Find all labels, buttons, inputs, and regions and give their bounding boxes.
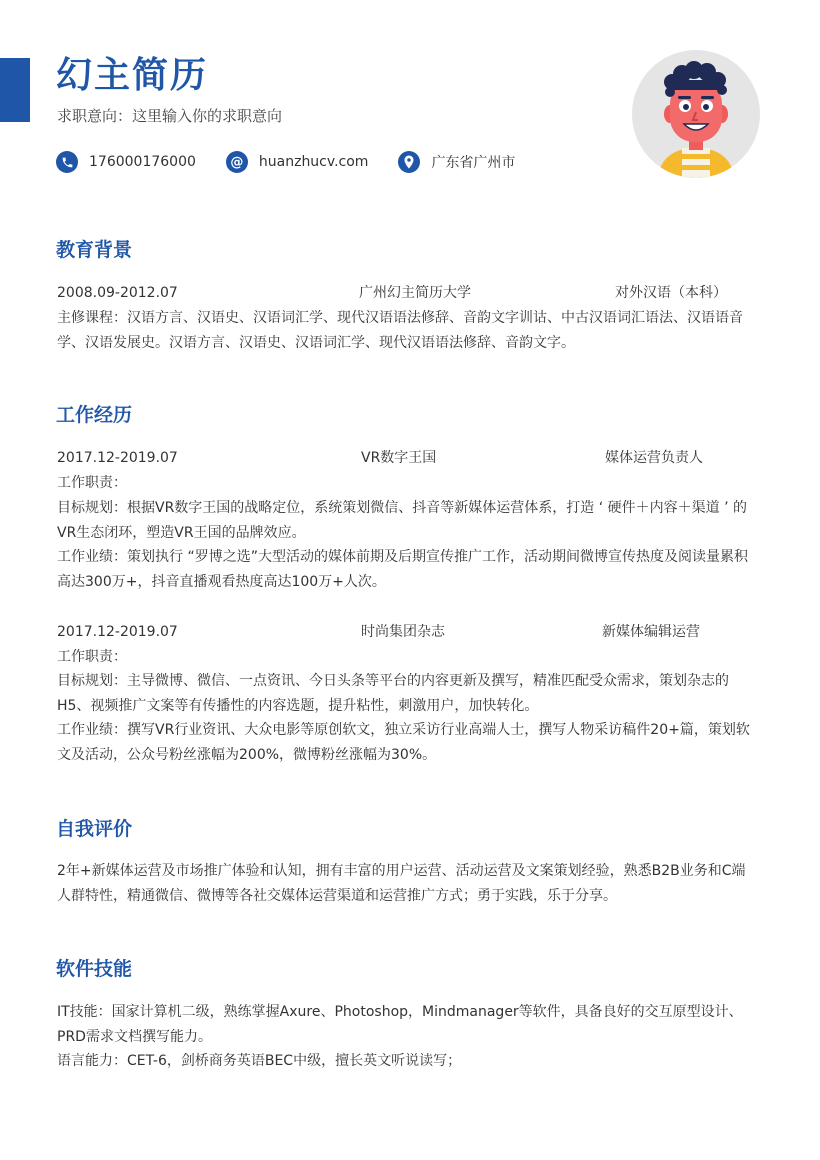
avatar (632, 50, 760, 178)
skills-language: 语言能力：CET-6，剑桥商务英语BEC中级，擅长英文听说读写； (57, 1053, 462, 1069)
job-role: 新媒体编辑运营 (602, 624, 700, 640)
email-text: huanzhucv.com (258, 154, 369, 170)
job-result: 工作业绩：撰写VR行业资讯、大众电影等原创软文，独立采访行业高端人士，撰写人物采访稿件20+篇，策划软文及活动，公众号粉丝涨幅为200%，微博粉丝涨幅为30%。 (57, 722, 750, 763)
job-date: 2017.12-2019.07 (57, 624, 178, 640)
education-school: 广州幻主简历大学 (359, 285, 471, 301)
phone-icon (56, 151, 78, 173)
job-duty-label: 工作职责： (57, 475, 127, 491)
section-title-skills: 软件技能 (56, 958, 133, 980)
phone-text: 176000176000 (89, 154, 196, 170)
job-role: 媒体运营负责人 (605, 450, 703, 466)
contact-phone (56, 151, 196, 173)
location-text: 广东省广州市 (431, 155, 516, 171)
self-eval-text: 2年+新媒体运营及市场推广体验和认知，拥有丰富的用户运营、活动运营及文案策划经验，熟悉B2B业务和C端人群特性，精通微信、微博等各社交媒体运营渠道和运营推广方式；勇于实践，乐于分享。 (57, 863, 746, 904)
accent-bar (0, 58, 30, 122)
job-duty-label: 工作职责： (57, 649, 127, 665)
job-row (57, 446, 757, 470)
job-goal: 目标规划：主导微博、微信、一点资讯、今日头条等平台的内容更新及撰写，精准匹配受众需求，策划杂志的H5、视频推广文案等有传播性的内容选题，提升粘性，刺激用户，加快转化。 (57, 673, 729, 714)
job-goal: 目标规划：根据VR数字王国的战略定位，系统策划微信、抖音等新媒体运营体系，打造 ‘ 硬件＋内容＋渠道 ’ 的VR生态闭环，塑造VR王国的品牌效应。 (57, 500, 748, 541)
job-row (57, 620, 757, 644)
education-row (57, 281, 757, 305)
job-result: 工作业绩：策划执行 “罗博之选”大型活动的媒体前期及后期宣传推广工作，活动期间微博宣传热度及阅读量累积高达300万+，抖音直播观看热度高达100万+人次。 (57, 549, 748, 590)
education-major: 对外汉语（本科） (615, 285, 727, 301)
section-title-education: 教育背景 (56, 239, 133, 261)
section-title-work: 工作经历 (56, 404, 133, 426)
skills-it: IT技能：国家计算机二级，熟练掌握Axure、Photoshop，Mindmanager等软件，具备良好的交互原型设计、PRD需求文档撰写能力。 (57, 1004, 743, 1045)
email-icon: @ (226, 151, 248, 173)
job-date: 2017.12-2019.07 (57, 450, 178, 466)
contact-email (226, 151, 369, 173)
resume-name: 幻主简历 (56, 55, 209, 96)
contact-location (398, 151, 515, 173)
section-title-self-eval: 自我评价 (56, 818, 133, 840)
education-courses: 主修课程：汉语方言、汉语史、汉语词汇学、现代汉语语法修辞、音韵文字训诂、中古汉语词汇语法、汉语语音学、汉语发展史。汉语方言、汉语史、汉语词汇学、现代汉语语法修辞、音韵文字。 (57, 310, 743, 351)
education-date: 2008.09-2012.07 (57, 285, 178, 301)
job-company: 时尚集团杂志 (361, 624, 445, 640)
job-intent: 求职意向：这里输入你的求职意向 (57, 107, 283, 125)
location-icon (398, 151, 420, 173)
job-company: VR数字王国 (361, 450, 437, 466)
contact-bar (56, 150, 545, 174)
